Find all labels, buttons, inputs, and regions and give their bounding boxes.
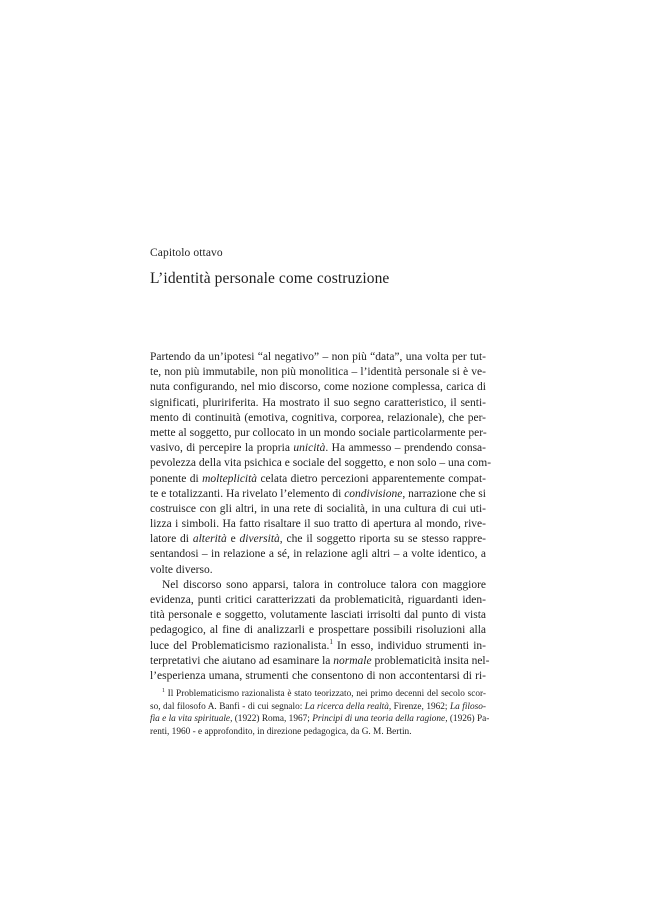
italic-text: Principi di una teoria della ragione bbox=[312, 714, 446, 725]
italic-text: normale bbox=[333, 654, 372, 667]
footnote-line bbox=[150, 726, 486, 739]
italic-text: La ricerca della realtà bbox=[304, 701, 389, 712]
text-run: celata dietro percezioni apparentemente compat- bbox=[257, 472, 486, 485]
body-line bbox=[150, 654, 490, 669]
body-line bbox=[150, 563, 486, 578]
text-run: volte diverso. bbox=[150, 563, 213, 576]
body-line bbox=[150, 441, 486, 456]
body-line bbox=[150, 547, 486, 562]
italic-text: fia e la vita spirituale bbox=[150, 714, 231, 725]
body-line bbox=[150, 487, 486, 502]
text-run: luce del Problematicismo razionalista. bbox=[150, 639, 330, 652]
text-run: costruisce con gli altri, in una rete di socialità, in una cultura di cui uti- bbox=[150, 502, 486, 515]
body-text bbox=[150, 350, 492, 684]
text-run: . Ha ammesso – prendendo consa- bbox=[325, 442, 486, 455]
body-line bbox=[150, 517, 486, 532]
body-line bbox=[150, 456, 492, 471]
italic-text: La filoso- bbox=[449, 701, 486, 712]
text-run: pevolezza della vita psichica e sociale del soggetto, e non solo – una com- bbox=[150, 457, 492, 470]
body-line bbox=[150, 593, 486, 608]
text-run: problematicità insita nel- bbox=[371, 654, 490, 667]
footnote-ref: 1 bbox=[162, 687, 165, 694]
italic-text: alterità bbox=[192, 533, 227, 546]
text-run: Partendo da un’ipotesi “al negativo” – non più “data”, una volta per tut- bbox=[150, 351, 486, 363]
body-line bbox=[150, 623, 486, 638]
body-line bbox=[150, 578, 486, 593]
body-line bbox=[150, 380, 486, 395]
text-run: nuta configurando, nel mio discorso, come nozione complessa, carica di bbox=[150, 381, 486, 394]
text-run: lizza i simboli. Ha fatto risaltare il suo tratto di apertura al mondo, rive- bbox=[150, 518, 486, 531]
text-run: l’esperienza umana, strumenti che consentono di non accontentarsi di ri- bbox=[150, 669, 486, 682]
italic-text: condivisione bbox=[344, 487, 403, 500]
text-run: latore di bbox=[150, 533, 193, 546]
text-run: Nel discorso sono apparsi, talora in controluce talora con maggiore bbox=[162, 578, 486, 591]
text-run: significati, pluririferita. Ha mostrato il suo segno caratteristico, il senti- bbox=[150, 396, 486, 409]
body-line bbox=[150, 426, 486, 441]
footnote-ref: 1 bbox=[329, 637, 333, 646]
footnote bbox=[150, 687, 490, 738]
text-run: pedagogico, al fine di analizzarli e prospettare possibili risoluzioni alla bbox=[150, 624, 486, 637]
text-run: renti, 1960 - e approfondito, in direzione pedagogica, da G. M. Bertin. bbox=[150, 726, 412, 737]
text-run: , che il soggetto riporta su se stesso rappre- bbox=[279, 533, 486, 546]
text-run: sentandosi – in relazione a sé, in relazione agli altri – a volte identico, a bbox=[150, 548, 486, 561]
text-run: mento di continuità (emotiva, cognitiva, corporea, relazionale), che per- bbox=[150, 411, 486, 424]
text-run: mette al soggetto, pur collocato in un mondo sociale particolarmente per- bbox=[150, 426, 487, 439]
text-run: , narrazione che si bbox=[402, 487, 486, 500]
text-run: , (1922) Roma, 1967; bbox=[230, 714, 313, 725]
body-line bbox=[150, 639, 486, 654]
text-run: te, non più immutabile, non più monolitica – l’identità personale si è ve- bbox=[150, 366, 486, 379]
footnote-line bbox=[150, 713, 490, 726]
text-run: Il Problematicismo razionalista è stato teorizzato, nei primo decenni del secolo scor- bbox=[164, 689, 486, 699]
text-run: e bbox=[226, 533, 240, 546]
body-line bbox=[150, 365, 486, 380]
text-run: In esso, individuo strumenti in- bbox=[332, 639, 487, 652]
body-line bbox=[150, 396, 486, 411]
body-line bbox=[150, 669, 486, 684]
italic-text: unicità bbox=[293, 442, 326, 455]
body-line bbox=[150, 502, 486, 517]
chapter-label: Capitolo ottavo bbox=[150, 247, 223, 259]
body-line bbox=[150, 472, 486, 487]
text-run: te e totalizzanti. Ha rivelato l’elemento di bbox=[150, 487, 345, 500]
text-run: , (1926) Pa- bbox=[445, 714, 490, 725]
text-run: terpretativi che aiutano ad esaminare la bbox=[150, 654, 334, 667]
text-run: evidenza, punti critici caratterizzati da problematicità, riguardanti iden- bbox=[150, 594, 486, 606]
body-line bbox=[150, 532, 486, 547]
text-run: vasivo, di percepire la propria bbox=[150, 442, 294, 455]
text-run: ponente di bbox=[150, 472, 203, 485]
text-run: , Firenze, 1962; bbox=[388, 701, 450, 712]
text-run: so, dal filosofo A. Banfi - di cui segnalo: bbox=[150, 701, 305, 712]
footnote-line bbox=[150, 701, 486, 714]
italic-text: diversità bbox=[239, 533, 280, 546]
footnote-line bbox=[150, 688, 486, 701]
italic-text: molteplicità bbox=[202, 472, 258, 485]
chapter-title: L’identità personale come costruzione bbox=[150, 270, 390, 287]
body-line bbox=[150, 608, 486, 623]
body-line bbox=[150, 350, 486, 365]
body-line bbox=[150, 411, 486, 426]
text-run: tità personale e soggetto, volutamente lasciati irrisolti dal punto di vista bbox=[150, 609, 486, 622]
